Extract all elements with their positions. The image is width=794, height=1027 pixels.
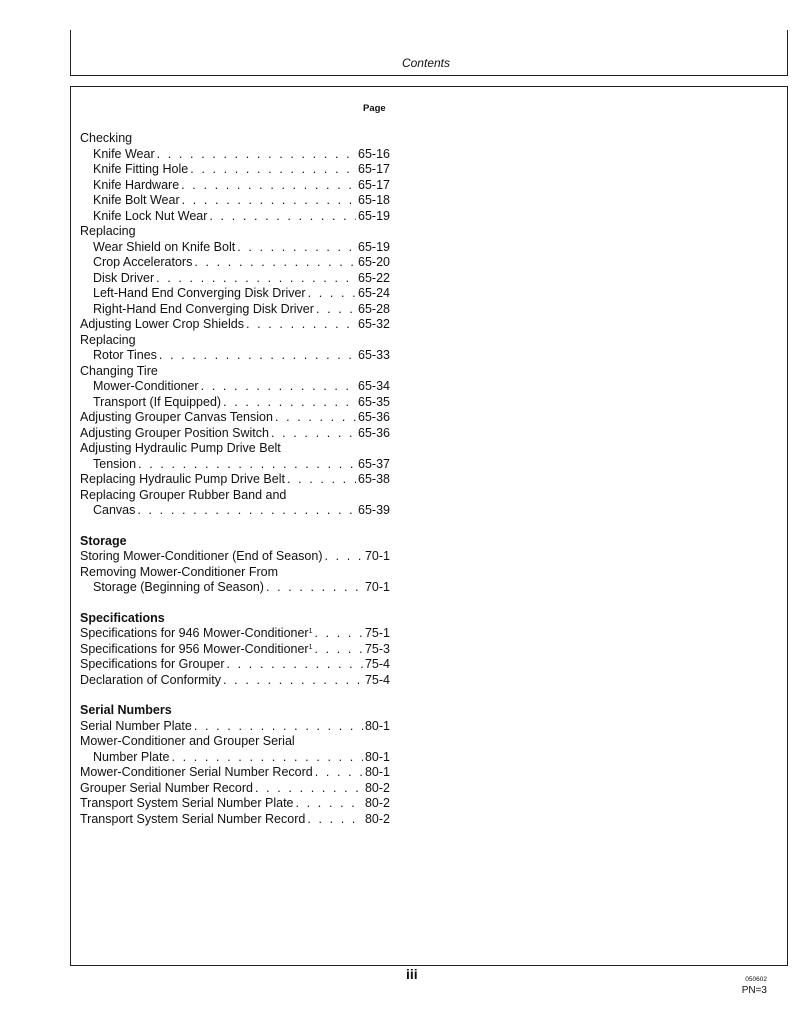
- dot-leader: [180, 193, 356, 209]
- toc-entry-label: [80, 426, 269, 442]
- toc-entry[interactable]: [80, 673, 390, 689]
- dot-leader: [155, 147, 356, 163]
- toc-entry[interactable]: [80, 302, 390, 318]
- toc-entry-page: 65-28: [358, 301, 390, 316]
- dot-leader: [188, 162, 356, 178]
- toc-entry-page: 75-4: [364, 657, 390, 671]
- toc-entry-text: Adjusting Grouper Position Switch: [80, 425, 269, 440]
- dot-leader: [225, 657, 363, 673]
- dot-leader: [322, 549, 362, 565]
- toc-entry-label: [80, 302, 314, 318]
- toc-entry-page: 65-17: [358, 162, 390, 176]
- dot-leader: [269, 426, 356, 442]
- dot-leader: [221, 395, 356, 411]
- toc-entry-text: Crop Accelerators: [93, 255, 193, 269]
- toc-entry-page: 80-2: [364, 811, 390, 826]
- toc-entry-page: 65-39: [358, 503, 390, 517]
- footer-page-number: iii: [406, 966, 418, 982]
- toc-entry-label: [80, 162, 188, 178]
- dot-leader: [235, 240, 356, 256]
- toc-entry-page: 75-3: [364, 641, 390, 656]
- dot-leader: [192, 255, 356, 271]
- toc-entry-page: 65-20: [358, 255, 390, 269]
- toc-entry[interactable]: [80, 472, 390, 488]
- toc-entry-text: Knife Fitting Hole: [93, 162, 189, 176]
- toc-group-label: Replacing Grouper Rubber Band and: [80, 487, 287, 502]
- toc-entry-text: Knife Lock Nut Wear: [93, 208, 208, 223]
- toc-entry-page: 65-19: [358, 208, 390, 223]
- toc-entry-text: Specifications for 946 Mower-Conditioner: [80, 626, 309, 640]
- toc-entry-page: 65-22: [358, 270, 390, 285]
- toc-entry-page: 65-33: [358, 348, 390, 362]
- toc-entry[interactable]: [80, 750, 390, 766]
- toc-entry-text: Adjusting Grouper Canvas Tension: [80, 410, 273, 424]
- dot-leader: [253, 781, 363, 797]
- toc-entry-text: Adjusting Lower Crop Shields: [80, 317, 244, 331]
- toc-entry-label: [80, 379, 199, 395]
- page-title: Contents: [401, 56, 450, 70]
- toc-entry-label: [80, 147, 155, 163]
- footer-pn: PN=3: [741, 985, 767, 996]
- toc-group-label: Mower-Conditioner and Grouper Serial: [80, 734, 295, 748]
- toc-entry[interactable]: [80, 580, 390, 596]
- toc-entry[interactable]: [80, 626, 390, 642]
- toc-entry[interactable]: [80, 781, 390, 797]
- toc-entry[interactable]: [80, 271, 390, 287]
- toc-entry-page: 65-19: [358, 239, 390, 254]
- toc-entry-page: 80-2: [364, 796, 390, 810]
- dot-leader: [221, 673, 363, 689]
- toc-entry-label: [80, 193, 180, 209]
- toc-entry[interactable]: [80, 162, 390, 178]
- dot-leader: [154, 271, 356, 287]
- table-of-contents: [80, 131, 390, 827]
- toc-entry-text: Mower-Conditioner: [93, 379, 199, 393]
- toc-entry-page: 75-4: [364, 672, 390, 687]
- toc-entry[interactable]: [80, 193, 390, 209]
- toc-entry-page: 70-1: [364, 549, 390, 563]
- toc-entry[interactable]: [80, 178, 390, 194]
- toc-entry-text: Serial Number Plate: [80, 718, 192, 733]
- dot-leader: [192, 719, 363, 735]
- toc-entry-text: Knife Bolt Wear: [93, 193, 180, 207]
- toc-entry-page: 65-18: [358, 193, 390, 207]
- toc-entry-label: [80, 781, 253, 797]
- section-heading: Storage: [80, 533, 127, 548]
- toc-entry[interactable]: [80, 395, 390, 411]
- toc-entry-label: [80, 750, 169, 766]
- toc-entry-label: [80, 472, 285, 488]
- dot-leader: [169, 750, 363, 766]
- footnote-marker: 1: [308, 628, 313, 635]
- toc-entry-page: 65-35: [358, 394, 390, 409]
- toc-entry-label: [80, 796, 294, 812]
- toc-entry-text: Rotor Tines: [93, 348, 157, 362]
- toc-entry-text: Grouper Serial Number Record: [80, 780, 253, 795]
- dot-leader: [135, 503, 356, 519]
- toc-entry[interactable]: [80, 549, 390, 565]
- toc-entry[interactable]: [80, 812, 390, 828]
- toc-entry-label: [80, 457, 136, 473]
- toc-entry[interactable]: [80, 503, 390, 519]
- toc-entry-text: Declaration of Conformity: [80, 672, 222, 687]
- dot-leader: [313, 626, 363, 642]
- toc-entry-page: 65-34: [358, 379, 390, 393]
- toc-entry-page: 80-2: [364, 780, 390, 795]
- toc-entry-text: Knife Wear: [93, 146, 155, 161]
- toc-entry[interactable]: [80, 240, 390, 256]
- toc-entry-page: 80-1: [364, 718, 390, 733]
- toc-entry-page: 65-36: [358, 410, 390, 424]
- toc-entry-page: 65-32: [358, 317, 390, 331]
- toc-entry[interactable]: [80, 147, 390, 163]
- toc-entry-text: Storage (Beginning of Season): [93, 580, 264, 594]
- dot-leader: [294, 796, 363, 812]
- toc-entry-text: Transport System Serial Number Plate: [80, 796, 294, 810]
- toc-entry[interactable]: [80, 719, 390, 735]
- toc-entry-label: [80, 503, 135, 519]
- toc-entry-label: [80, 812, 305, 828]
- toc-entry-text: Transport (If Equipped): [93, 394, 222, 409]
- toc-entry-label: [80, 286, 306, 302]
- toc-entry[interactable]: [80, 765, 390, 781]
- toc-entry-label: [80, 765, 313, 781]
- dot-leader: [273, 410, 356, 426]
- dot-leader: [244, 317, 356, 333]
- toc-entry-text: Knife Hardware: [93, 177, 180, 192]
- toc-entry-label: [80, 271, 154, 287]
- footnote-marker: 1: [308, 643, 313, 651]
- toc-entry[interactable]: [80, 209, 390, 225]
- dot-leader: [285, 472, 356, 488]
- toc-entry-label: [80, 178, 179, 194]
- toc-group-label: Changing Tire: [80, 363, 158, 378]
- toc-entry-page: 70-1: [364, 580, 390, 594]
- toc-group-label: Checking: [80, 131, 133, 145]
- toc-entry[interactable]: [80, 657, 390, 673]
- toc-entry-label: [80, 642, 313, 658]
- toc-entry[interactable]: [80, 286, 390, 302]
- toc-entry-label: [80, 348, 157, 364]
- dot-leader: [199, 379, 356, 395]
- toc-entry-text: Number Plate: [93, 749, 170, 764]
- dot-leader: [313, 765, 363, 781]
- toc-entry[interactable]: [80, 426, 390, 442]
- toc-entry[interactable]: [80, 255, 390, 271]
- dot-leader: [306, 286, 356, 302]
- toc-entry[interactable]: [80, 410, 390, 426]
- toc-group-label: Replacing: [80, 224, 136, 238]
- toc-group-label: Replacing: [80, 332, 136, 347]
- toc-entry-text: Canvas: [93, 503, 136, 517]
- toc-entry-text: Left-Hand End Converging Disk Driver: [93, 286, 306, 300]
- page-column-header: Page: [363, 103, 386, 114]
- toc-entry-label: [80, 395, 221, 411]
- footer-code: 050602: [745, 976, 767, 983]
- toc-entry[interactable]: [80, 642, 390, 658]
- toc-entry-text: Mower-Conditioner Serial Number Record: [80, 765, 313, 779]
- toc-entry-text: Wear Shield on Knife Bolt: [93, 239, 236, 254]
- section-heading: Serial Numbers: [80, 703, 172, 717]
- dot-leader: [157, 348, 356, 364]
- toc-entry-page: 65-37: [358, 456, 390, 471]
- toc-entry[interactable]: [80, 379, 390, 395]
- toc-entry-text: Specifications for 956 Mower-Conditioner: [80, 641, 309, 656]
- toc-entry-label: [80, 255, 192, 271]
- dot-leader: [136, 457, 356, 473]
- toc-group-label: Adjusting Hydraulic Pump Drive Belt: [80, 441, 281, 455]
- toc-entry-label: [80, 673, 221, 689]
- toc-entry-page: 65-17: [358, 177, 390, 192]
- toc-entry-page: 65-36: [358, 425, 390, 440]
- dot-leader: [314, 302, 356, 318]
- toc-entry-label: [80, 410, 273, 426]
- toc-entry-label: [80, 209, 207, 225]
- toc-entry-label: [80, 719, 192, 735]
- toc-entry-label: [80, 549, 322, 565]
- toc-entry-page: 65-38: [358, 472, 390, 486]
- toc-entry[interactable]: [80, 348, 390, 364]
- toc-entry-page: 65-24: [358, 286, 390, 300]
- toc-entry[interactable]: [80, 796, 390, 812]
- toc-entry[interactable]: [80, 457, 390, 473]
- toc-entry-text: Replacing Hydraulic Pump Drive Belt: [80, 472, 285, 486]
- dot-leader: [207, 209, 356, 225]
- toc-entry-text: Storing Mower-Conditioner (End of Season): [80, 549, 323, 563]
- toc-entry-text: Disk Driver: [93, 270, 155, 285]
- toc-entry-label: [80, 240, 235, 256]
- toc-entry-label: [80, 580, 264, 596]
- toc-entry-text: Transport System Serial Number Record: [80, 811, 306, 826]
- toc-entry-page: 75-1: [364, 626, 390, 640]
- dot-leader: [313, 642, 363, 658]
- dot-leader: [179, 178, 356, 194]
- toc-entry-page: 80-1: [364, 765, 390, 779]
- toc-entry-text: Right-Hand End Converging Disk Driver: [93, 301, 314, 316]
- toc-entry-text: Specifications for Grouper: [80, 657, 225, 671]
- toc-entry-page: 65-16: [358, 146, 390, 161]
- section-heading: Specifications: [80, 610, 165, 625]
- toc-entry[interactable]: [80, 317, 390, 333]
- toc-entry-label: [80, 626, 313, 642]
- dot-leader: [264, 580, 363, 596]
- toc-entry-label: [80, 317, 244, 333]
- toc-group-label: Removing Mower-Conditioner From: [80, 564, 278, 579]
- dot-leader: [305, 812, 363, 828]
- toc-entry-text: Tension: [93, 456, 137, 471]
- toc-entry-page: 80-1: [364, 749, 390, 764]
- toc-entry-label: [80, 657, 225, 673]
